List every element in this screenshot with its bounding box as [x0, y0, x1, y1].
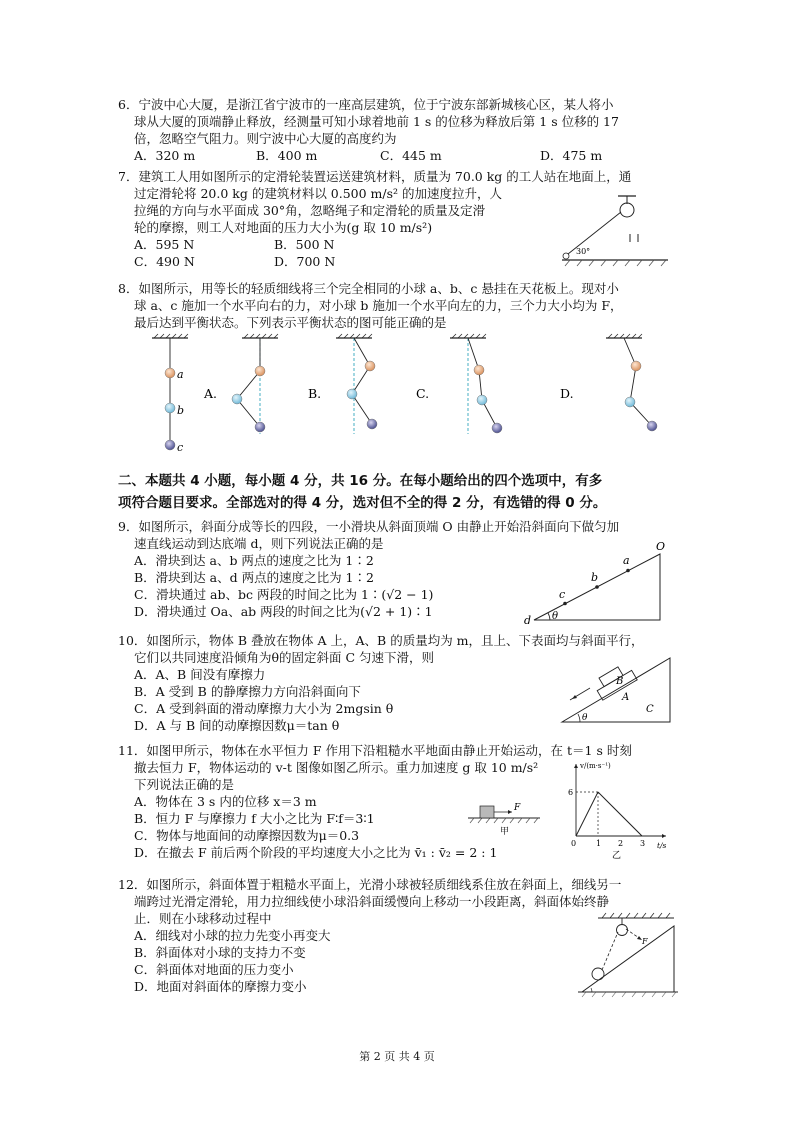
q6-option-b: B．400 m — [256, 148, 318, 163]
q8-option-b-figure — [308, 334, 377, 434]
section-2-line-2: 项符合题目要求。全部选对的得 4 分，选对但不全的得 2 分，有选错的得 0 分。 — [118, 495, 607, 511]
q11-text-line-2: 撤去恒力 F，物体运动的 v-t 图像如图乙所示。重力加速度 g 取 10 m/s² — [134, 760, 539, 775]
q8-text-line-1: 8．如图所示，用等长的轻质细线将三个完全相同的小球 a、b、c 悬挂在天花板上。现对小 — [118, 281, 619, 296]
q9-label-a: a — [623, 554, 630, 567]
q10-label-c: C — [646, 704, 654, 715]
q11-x-axis-label: t/s — [657, 841, 667, 850]
q11-vt-line-accelerate — [576, 792, 598, 836]
q7-text-line-4: 轮的摩擦，则工人对地面的压力大小为(g 取 10 m/s²) — [134, 220, 433, 235]
q11-x-tick-1: 1 — [596, 839, 602, 848]
q12-text-line-3: 止．则在小球移动过程中 — [134, 911, 272, 926]
q7-option-d: D．700 N — [274, 254, 336, 269]
q8-option-d-figure — [560, 334, 657, 431]
q11-option-d: D．在撤去 F 前后两个阶段的平均速度大小之比为 v̄₁ : v̄₂ = 2 : 1 — [134, 845, 498, 860]
q11-text-line-1: 11．如图甲所示，物体在水平恒力 F 作用下沿粗糙水平地面由静止开始运动，在 t＝1 s 时刻 — [118, 743, 632, 758]
q10-option-b: B．A 受到 B 的静摩擦力方向沿斜面向下 — [134, 684, 361, 699]
q12-option-b: B．斜面体对小球的支持力不变 — [134, 945, 306, 960]
q10-text-line-2: 它们以共同速度沿倾角为θ的固定斜面 C 匀速下滑，则 — [134, 650, 435, 665]
q11-figure-yi-vt-graph — [562, 760, 672, 860]
q12-force-label: F — [642, 937, 648, 946]
q9-incline-figure — [520, 540, 670, 626]
q7-text-line-3: 拉绳的方向与水平面成 30°角，忽略绳子和定滑轮的质量及定滑 — [134, 203, 486, 218]
q8-option-a-figure — [203, 334, 278, 434]
q11-figure-jia-caption: 甲 — [500, 827, 510, 837]
q11-y-tick-6: 6 — [568, 788, 574, 797]
q8-option-a-label: A. — [204, 386, 218, 401]
page-footer: 第 2 页 共 4 页 — [359, 1050, 435, 1063]
q11-y-axis-label: v/(m·s⁻¹) — [580, 762, 611, 770]
q12-text-line-1: 12．如图所示，斜面体置于粗糙水平面上，光滑小球被轻质细线系住放在斜面上，细线另一 — [118, 877, 622, 892]
q6-option-c: C．445 m — [380, 148, 442, 163]
q6-options — [118, 147, 688, 164]
q11-x-tick-3: 3 — [640, 839, 646, 848]
q8-text-line-3: 最后达到平衡状态。下列表示平衡状态的图可能正确的是 — [134, 315, 447, 330]
q6-option-d: D．475 m — [540, 148, 603, 163]
q9-text-line-1: 9．如图所示，斜面分成等长的四段，一小滑块从斜面顶端 O 由静止开始沿斜面向下做匀加 — [118, 519, 620, 534]
q8-text-line-2: 球 a、c 施加一个水平向右的力，对小球 b 施加一个水平向左的力，三个力大小均为 F， — [134, 298, 623, 313]
q7-angle-label: 30° — [576, 247, 591, 256]
q6-text-line-1: 6．宁波中心大厦，是浙江省宁波市的一座高层建筑，位于宁波东部新城核心区，某人将小 — [118, 97, 614, 112]
q10-label-b: B — [616, 676, 624, 687]
q9-option-c: C．滑块通过 ab、bc 两段的时间之比为 1∶(√2 − 1) — [134, 587, 434, 602]
q9-option-d: D．滑块通过 Oa、ab 两段的时间之比为(√2 + 1)∶1 — [134, 604, 433, 619]
q8-option-b-label: B. — [308, 386, 322, 401]
q11-force-label: F — [514, 803, 521, 813]
q8-label-c: c — [177, 441, 184, 454]
q11-figure-yi-caption: 乙 — [612, 851, 622, 861]
q11-figure-jia — [468, 798, 548, 838]
q7-option-a: A．595 N — [134, 237, 195, 252]
q9-option-a: A．滑块到达 a、b 两点的速度之比为 1∶2 — [134, 553, 374, 568]
question-6 — [118, 96, 688, 164]
q6-option-a: A．320 m — [134, 148, 196, 163]
q10-stacked-blocks-figure — [558, 650, 678, 728]
q11-x-tick-2: 2 — [618, 839, 624, 848]
q9-text-line-2: 速直线运动到达底端 d，则下列说法正确的是 — [134, 536, 384, 551]
q9-label-b: b — [591, 571, 599, 584]
q9-label-o: O — [656, 540, 666, 553]
q10-label-theta: θ — [582, 713, 588, 723]
q12-option-a: A．细线对小球的拉力先变小再变大 — [134, 928, 331, 943]
q10-option-d: D．A 与 B 间的动摩擦因数μ＝tan θ — [134, 718, 340, 733]
q10-option-a: A．A、B 间没有摩擦力 — [134, 667, 266, 682]
q8-option-c-label: C. — [416, 386, 430, 401]
q8-hanging-balls-figures — [140, 334, 700, 456]
q11-x-tick-0: 0 — [571, 839, 577, 848]
q7-pulley-figure — [560, 190, 670, 270]
q12-option-d: D．地面对斜面体的摩擦力变小 — [134, 979, 307, 994]
q10-text-line-1: 10．如图所示，物体 B 叠放在物体 A 上，A、B 的质量均为 m，且上、下表面均与斜面平行， — [118, 633, 644, 648]
q9-label-d: d — [524, 614, 532, 627]
q10-label-a: A — [622, 692, 630, 703]
q8-option-d-label: D. — [560, 386, 574, 401]
section-2-line-1: 二、本题共 4 小题，每小题 4 分，共 16 分。在每小题给出的四个选项中，有多 — [118, 473, 603, 489]
q7-option-c: C．490 N — [134, 254, 195, 269]
section-2-heading — [118, 470, 698, 514]
q8-original-figure — [152, 334, 188, 454]
q11-option-c: C．物体与地面间的动摩擦因数为μ＝0.3 — [134, 828, 360, 843]
q7-text-line-1: 7．建筑工人用如图所示的定滑轮装置运送建筑材料，质量为 70.0 kg 的工人站在地面上，通 — [118, 169, 632, 184]
q6-text-line-3: 倍，忽略空气阻力。则宁波中心大厦的高度约为 — [134, 131, 397, 146]
q6-text-line-2: 球从大厦的顶端静止释放，经测量可知小球着地前 1 s 的位移为释放后第 1 s 位移的 17 — [134, 114, 619, 129]
q12-slope-pulley-figure — [578, 912, 678, 1008]
q9-label-theta: θ — [552, 611, 559, 622]
q9-option-b: B．滑块到达 a、d 两点的速度之比为 1∶2 — [134, 570, 374, 585]
q11-text-line-3: 下列说法正确的是 — [134, 777, 235, 792]
q12-text-line-2: 端跨过光滑定滑轮，用力拉细线使小球沿斜面缓慢向上移动一小段距离，斜面体始终静 — [134, 894, 610, 909]
q11-option-a: A．物体在 3 s 内的位移 x＝3 m — [134, 794, 317, 809]
q10-option-c: C．A 受到斜面的滑动摩擦力大小为 2mgsin θ — [134, 701, 394, 716]
q8-option-c-figure — [416, 334, 502, 434]
q8-label-b: b — [177, 404, 185, 417]
q11-option-b: B．恒力 F 与摩擦力 f 大小之比为 F∶f＝3∶1 — [134, 811, 375, 826]
q7-text-line-2: 过定滑轮将 20.0 kg 的建筑材料以 0.500 m/s² 的加速度拉升，人 — [134, 186, 503, 201]
q11-vt-line-decelerate — [598, 792, 642, 836]
q12-option-c: C．斜面体对地面的压力变小 — [134, 962, 294, 977]
q9-label-c: c — [559, 588, 566, 601]
q8-label-a: a — [177, 368, 184, 381]
q7-option-b: B．500 N — [274, 237, 335, 252]
question-8 — [118, 280, 688, 331]
